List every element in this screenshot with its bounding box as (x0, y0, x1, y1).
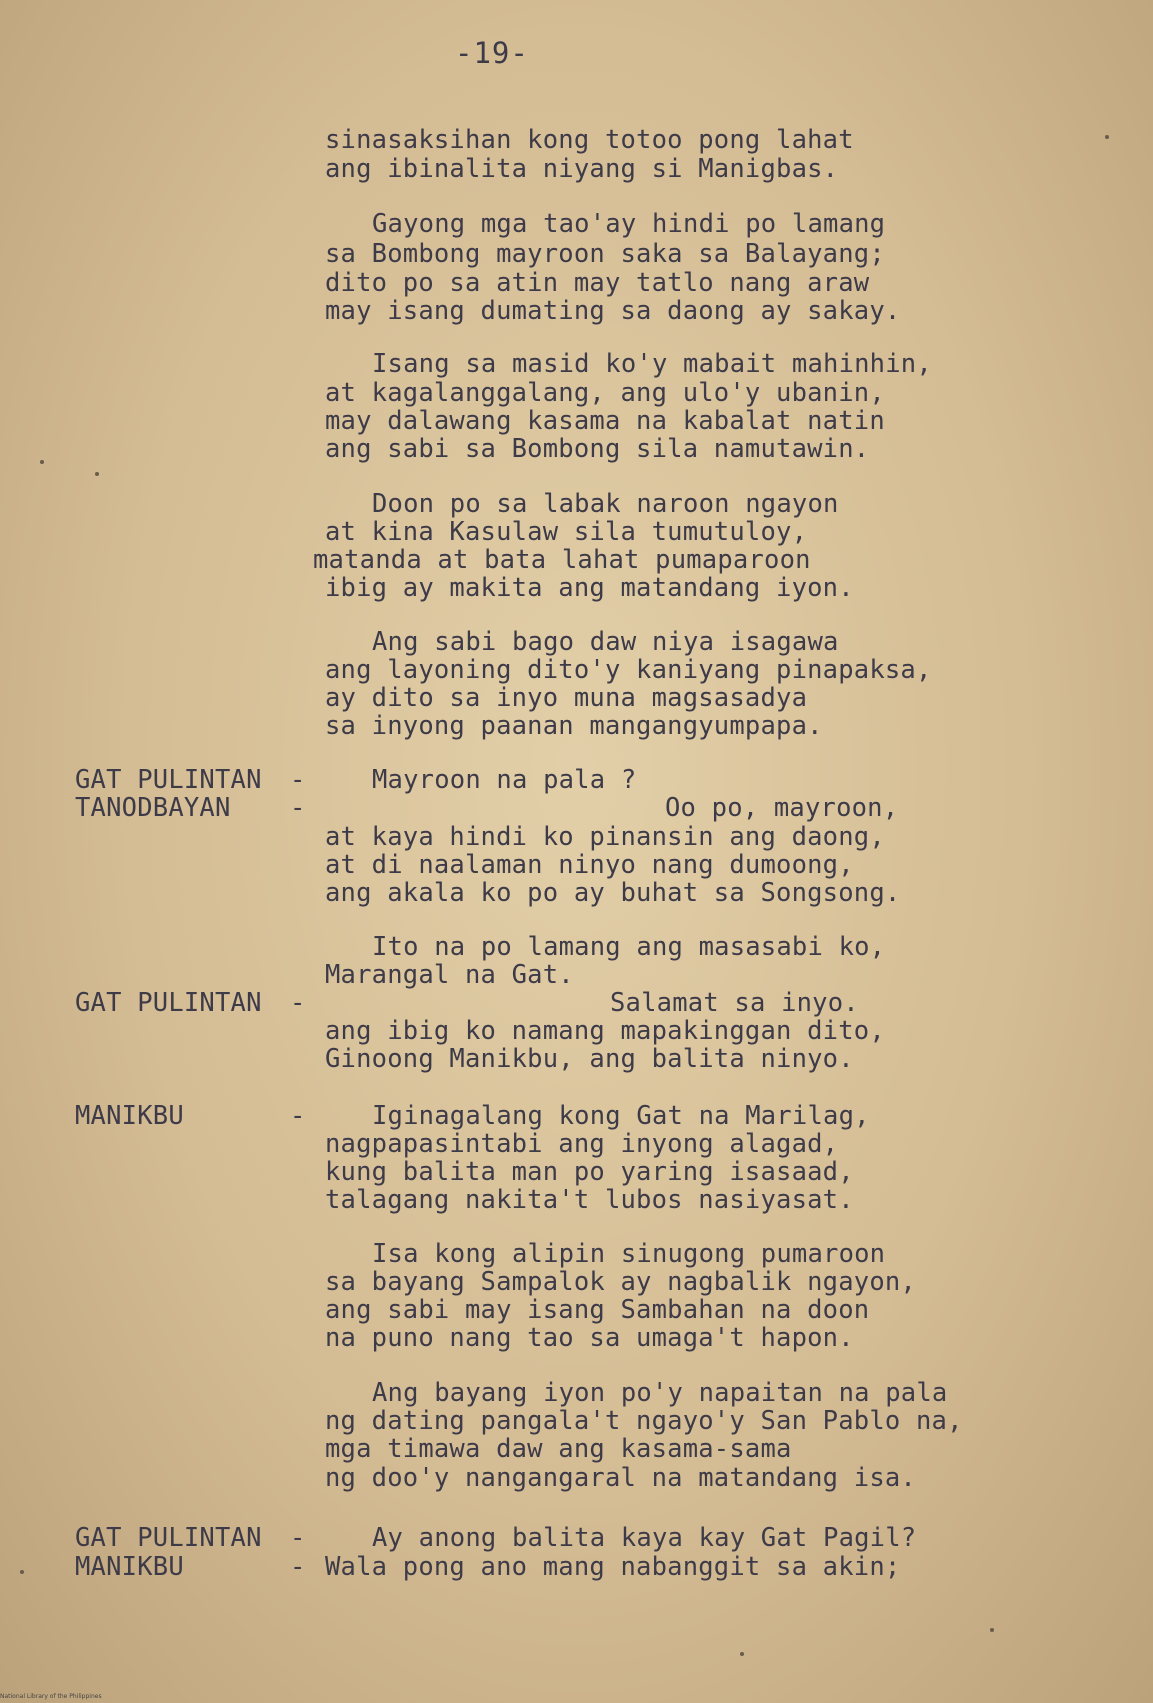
verse-line: ang sabi sa Bombong sila namutawin. (325, 434, 870, 464)
verse-line: ang sabi may isang Sambahan na doon (325, 1295, 870, 1325)
verse-line: Wala pong ano mang nabanggit sa akin; (325, 1552, 901, 1582)
verse-line: ng dating pangala't ngayo'y San Pablo na, (325, 1406, 963, 1436)
verse-line: Ito na po lamang ang masasabi ko, (372, 932, 886, 962)
verse-line: ay dito sa inyo muna magsasadya (325, 683, 808, 713)
verse-line: Doon po sa labak naroon ngayon (372, 489, 839, 519)
speaker-label: MANIKBU (75, 1101, 184, 1131)
verse-line: ang ibinalita niyang si Manigbas. (325, 154, 839, 184)
speaker-dash: - (290, 1101, 306, 1131)
page-number: -19- (455, 36, 529, 70)
speaker-label: GAT PULINTAN (75, 765, 262, 795)
paper-speck (40, 460, 44, 464)
verse-line: matanda at bata lahat pumaparoon (313, 545, 811, 575)
speaker-label: GAT PULINTAN (75, 988, 262, 1018)
verse-line: na puno nang tao sa umaga't hapon. (325, 1323, 854, 1353)
verse-line: Marangal na Gat. (325, 960, 574, 990)
verse-line: kung balita man po yaring isasaad, (325, 1157, 854, 1187)
verse-line: Ang bayang iyon po'y napaitan na pala (372, 1378, 948, 1408)
verse-line: dito po sa atin may tatlo nang araw (325, 268, 870, 298)
speaker-dash: - (290, 1552, 306, 1582)
paper-speck (990, 1628, 994, 1632)
footer-credit: National Library of the Philippines (0, 1693, 102, 1700)
verse-line: ang ibig ko namang mapakinggan dito, (325, 1016, 885, 1046)
paper-speck (20, 1570, 24, 1574)
speaker-label: TANODBAYAN (75, 793, 231, 823)
verse-line: ng doo'y nangangaral na matandang isa. (325, 1463, 916, 1493)
verse-line: nagpapasintabi ang inyong alagad, (325, 1129, 839, 1159)
verse-line: Ang sabi bago daw niya isagawa (372, 627, 839, 657)
verse-line: may isang dumating sa daong ay sakay. (325, 296, 901, 326)
verse-line: Isang sa masid ko'y mabait mahinhin, (372, 349, 932, 379)
verse-line: ang akala ko po ay buhat sa Songsong. (325, 878, 901, 908)
verse-line: Ay anong balita kaya kay Gat Pagil? (372, 1523, 917, 1553)
paper-speck (740, 1652, 744, 1656)
speaker-dash: - (290, 793, 306, 823)
speaker-dash: - (290, 765, 306, 795)
verse-line: may dalawang kasama na kabalat natin (325, 406, 885, 436)
speaker-label: MANIKBU (75, 1552, 184, 1582)
verse-line: talagang nakita't lubos nasiyasat. (325, 1185, 854, 1215)
verse-line: Mayroon na pala ? (372, 765, 637, 795)
verse-line: at kina Kasulaw sila tumutuloy, (325, 517, 808, 547)
paper-speck (95, 472, 99, 476)
speaker-label: GAT PULINTAN (75, 1523, 262, 1553)
verse-line: Gayong mga tao'ay hindi po lamang (372, 209, 886, 239)
verse-line: ang layoning dito'y kaniyang pinapaksa, (325, 655, 932, 685)
verse-line: Isa kong alipin sinugong pumaroon (372, 1239, 886, 1269)
verse-line: Iginagalang kong Gat na Marilag, (372, 1101, 870, 1131)
verse-line: Salamat sa inyo. (610, 988, 859, 1018)
verse-line: at kaya hindi ko pinansin ang daong, (325, 822, 885, 852)
verse-line: sa inyong paanan mangangyumpapa. (325, 711, 823, 741)
verse-line: sa Bombong mayroon saka sa Balayang; (325, 239, 885, 269)
paper-speck (1105, 135, 1109, 139)
verse-line: at kagalanggalang, ang ulo'y ubanin, (325, 378, 885, 408)
speaker-dash: - (290, 988, 306, 1018)
verse-line: sa bayang Sampalok ay nagbalik ngayon, (325, 1267, 916, 1297)
verse-line: ibig ay makita ang matandang iyon. (325, 573, 854, 603)
verse-line: Oo po, mayroon, (665, 793, 899, 823)
verse-line: sinasaksihan kong totoo pong lahat (325, 125, 854, 155)
speaker-dash: - (290, 1523, 306, 1553)
verse-line: mga timawa daw ang kasama-sama (325, 1434, 792, 1464)
verse-line: Ginoong Manikbu, ang balita ninyo. (325, 1044, 854, 1074)
verse-line: at di naalaman ninyo nang dumoong, (325, 850, 854, 880)
